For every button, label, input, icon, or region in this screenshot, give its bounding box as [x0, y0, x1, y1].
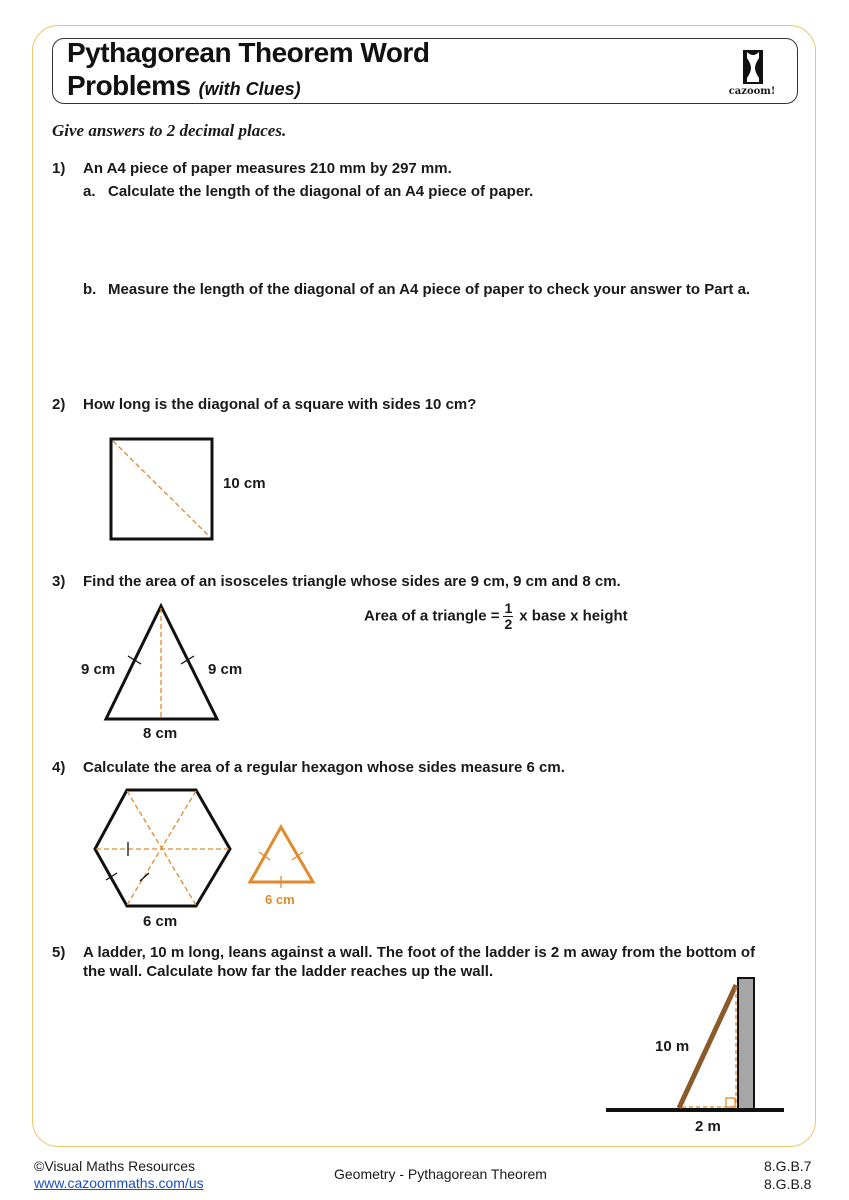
triangle-right-side-label: 9 cm: [208, 661, 243, 678]
triangle-left-side-label: 9 cm: [81, 661, 116, 678]
triangle-area-formula: [364, 601, 628, 632]
footer-standard-2: 8.G.B.8: [764, 1176, 812, 1192]
question-1-text: An A4 piece of paper measures 210 mm by 297 mm.: [83, 160, 452, 177]
footer-copyright: ©Visual Maths Resources: [34, 1158, 196, 1174]
question-1b-text: Measure the length of the diagonal of an A4 piece of paper to check your answer to Part a.: [108, 281, 751, 298]
question-2-text: How long is the diagonal of a square with sides 10 cm?: [83, 396, 477, 413]
question-5-number: 5): [52, 944, 66, 961]
formula-denominator: 2: [504, 616, 513, 632]
footer-topic: Geometry - Pythagorean Theorem: [334, 1166, 547, 1182]
footer-standard-1: 8.G.B.7: [764, 1158, 812, 1174]
question-4-number: 4): [52, 759, 66, 776]
instruction-text: Give answers to 2 decimal places.: [52, 121, 287, 140]
ladder-diagram: [606, 975, 786, 1120]
ladder-length-label: 10 m: [655, 1038, 690, 1055]
question-3-text: Find the area of an isosceles triangle whose sides are 9 cm, 9 cm and 8 cm.: [83, 573, 621, 590]
question-5-text-line1: A ladder, 10 m long, leans against a wall. The foot of the ladder is 2 m away from the bottom of: [83, 944, 756, 961]
question-1a-label: a.: [83, 183, 96, 200]
formula-prefix: Area of a triangle =: [364, 607, 500, 625]
footer-url-link[interactable]: www.cazoommaths.com/us: [34, 1175, 204, 1191]
hexagon-side-label: 6 cm: [143, 913, 178, 930]
question-1-number: 1): [52, 160, 66, 177]
page-title-main: Problems: [67, 70, 191, 101]
question-4-text: Calculate the area of a regular hexagon whose sides measure 6 cm.: [83, 759, 565, 776]
square-diagram: [108, 436, 216, 542]
isosceles-triangle-diagram: [100, 602, 224, 724]
formula-fraction: [503, 601, 513, 632]
question-3-number: 3): [52, 573, 66, 590]
ladder-ground-label: 2 m: [695, 1118, 721, 1135]
question-1a-text: Calculate the length of the diagonal of an A4 piece of paper.: [108, 183, 534, 200]
small-triangle-side-label: 6 cm: [265, 892, 295, 907]
equilateral-triangle-diagram: [246, 824, 318, 888]
question-2-number: 2): [52, 396, 66, 413]
formula-numerator: 1: [504, 600, 513, 616]
page-subtitle: (with Clues): [198, 79, 301, 99]
triangle-base-label: 8 cm: [143, 725, 178, 742]
square-side-label: 10 cm: [223, 475, 266, 492]
page-title-line2: [67, 70, 301, 102]
question-1b-label: b.: [83, 281, 97, 298]
question-5-text-line2: the wall. Calculate how far the ladder reaches up the wall.: [83, 963, 494, 980]
formula-suffix: x base x height: [519, 607, 628, 625]
logo-text: cazoom!: [728, 86, 776, 97]
hexagon-diagram: [92, 787, 234, 909]
page-title-line1: Pythagorean Theorem Word: [67, 37, 430, 68]
